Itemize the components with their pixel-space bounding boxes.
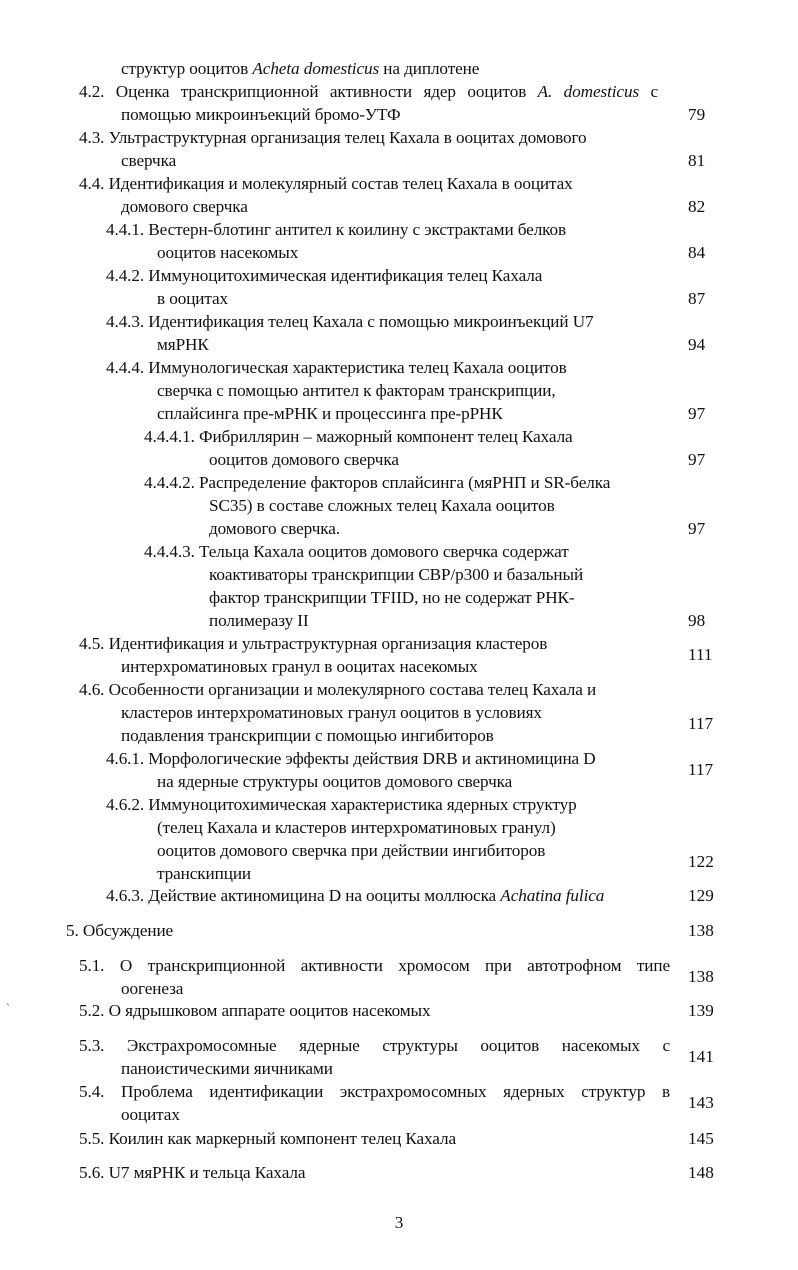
- toc-entry-line: 4.4.3. Идентификация телец Кахала с помощью микроинъекций U7: [106, 312, 594, 331]
- toc-entry-line: 5.2. О ядрышковом аппарате ооцитов насекомых: [79, 1001, 431, 1020]
- toc-page-number: 129: [688, 886, 714, 905]
- toc-entry-line: сплайсинга пре-мРНК и процессинга пре-рРНК: [157, 404, 503, 423]
- toc-entry-line: 5.4. Проблема идентификации экстрахромосомных ядерных структур в: [79, 1082, 670, 1101]
- toc-entry-line: 4.6.2. Иммуноцитохимическая характеристика ядерных структур: [106, 795, 577, 814]
- toc-page-number: 97: [688, 450, 706, 469]
- toc-page-number: 145: [688, 1129, 714, 1148]
- toc-entry-line: ооцитов домового сверчка при действии ингибиторов: [157, 841, 546, 860]
- toc-page-number: 97: [688, 519, 706, 538]
- toc-entry-line: коактиваторы транскрипции CBP/p300 и базальный: [209, 565, 584, 584]
- toc-entry-line: 4.4.2. Иммуноцитохимическая идентификация телец Кахала: [106, 266, 543, 285]
- toc-page-number: 117: [688, 760, 714, 779]
- toc-entry-line: 5. Обсуждение: [66, 921, 174, 940]
- toc-entry-line: помощью микроинъекций бромо-УТФ: [121, 105, 401, 124]
- toc-page-number: 111: [688, 645, 713, 664]
- toc-entry-line: 4.4.4. Иммунологическая характеристика телец Кахала ооцитов: [106, 358, 567, 377]
- toc-entry-line: 4.2. Оценка транскрипционной активности ядер ооцитов A. domesticus с: [79, 82, 658, 101]
- toc-page-number: 97: [688, 404, 706, 423]
- toc-entry-line: фактор транскрипции TFIID, но не содержат РНК-: [209, 588, 575, 607]
- toc-entry-line: сверчка с помощью антител к факторам транскрипции,: [157, 381, 556, 400]
- toc-page-number: 138: [688, 967, 714, 986]
- toc-entry-line: оогенеза: [121, 979, 184, 998]
- toc-entry-line: 5.6. U7 мяРНК и тельца Кахала: [79, 1163, 306, 1182]
- toc-entry-line: 4.4. Идентификация и молекулярный состав телец Кахала в ооцитах: [79, 174, 573, 193]
- toc-page-number: 79: [688, 105, 706, 124]
- toc-entry-line: кластеров интерхроматиновых гранул ооцитов в условиях: [121, 703, 542, 722]
- toc-entry-line: 5.1. О транскрипционной активности хромосом при автотрофном типе: [79, 956, 670, 975]
- toc-entry-line: транскипции: [157, 864, 252, 883]
- toc-entry-line: 4.4.4.1. Фибриллярин – мажорный компонент телец Кахала: [144, 427, 573, 446]
- toc-entry-line: мяРНК: [157, 335, 209, 354]
- toc-entry-line: в ооцитах: [157, 289, 229, 308]
- toc-page-number: 81: [688, 151, 706, 170]
- toc-page-number: 87: [688, 289, 706, 308]
- toc-entry-line: (телец Кахала и кластеров интерхроматиновых гранул): [157, 818, 556, 837]
- toc-entry-line: ооцитов насекомых: [157, 243, 299, 262]
- scan-speck: ˎ: [6, 992, 10, 1006]
- toc-page-number: 94: [688, 335, 706, 354]
- page-number: 3: [394, 1213, 404, 1232]
- toc-entry-line: 5.5. Коилин как маркерный компонент телец Кахала: [79, 1129, 456, 1148]
- toc-entry-line: структур ооцитов Acheta domesticus на диплотене: [121, 59, 480, 78]
- toc-page-number: 143: [688, 1093, 714, 1112]
- toc-entry-line: 4.5. Идентификация и ультраструктурная организация кластеров: [79, 634, 548, 653]
- toc-page-number: 98: [688, 611, 706, 630]
- toc-page-number: 139: [688, 1001, 714, 1020]
- toc-entry-line: 4.6.3. Действие актиномицина D на ооциты моллюска Achatina fulica: [106, 886, 605, 905]
- toc-entry-line: интерхроматиновых гранул в ооцитах насекомых: [121, 657, 478, 676]
- toc-entry-line: на ядерные структуры ооцитов домового сверчка: [157, 772, 513, 791]
- toc-entry-line: 4.4.4.2. Распределение факторов сплайсинга (мяРНП и SR-белка: [144, 473, 611, 492]
- toc-page-number: 141: [688, 1047, 714, 1066]
- toc-entry-line: 4.3. Ультраструктурная организация телец Кахала в ооцитах домового: [79, 128, 587, 147]
- toc-entry-line: SC35) в составе сложных телец Кахала ооцитов: [209, 496, 555, 515]
- toc-page-number: 84: [688, 243, 706, 262]
- toc-entry-line: домового сверчка.: [209, 519, 340, 538]
- toc-entry-line: ооцитах: [121, 1105, 180, 1124]
- toc-entry-line: 4.4.1. Вестерн-блотинг антител к коилину с экстрактами белков: [106, 220, 567, 239]
- toc-entry-line: домового сверчка: [121, 197, 248, 216]
- toc-page-number: 148: [688, 1163, 714, 1182]
- toc-entry-line: 4.6.1. Морфологические эффекты действия DRB и актиномицина D: [106, 749, 596, 768]
- toc-entry-line: паноистическими яичниками: [121, 1059, 333, 1078]
- toc-page-number: 82: [688, 197, 706, 216]
- toc-entry-line: полимеразу II: [209, 611, 309, 630]
- toc-entry-line: 5.3. Экстрахромосомные ядерные структуры ооцитов насекомых с: [79, 1036, 670, 1055]
- toc-page-number: 138: [688, 921, 714, 940]
- toc-entry-line: 4.6. Особенности организации и молекулярного состава телец Кахала и: [79, 680, 597, 699]
- toc-page-number: 117: [688, 714, 714, 733]
- toc-entry-line: сверчка: [121, 151, 177, 170]
- toc-entry-line: ооцитов домового сверчка: [209, 450, 399, 469]
- toc-entry-line: 4.4.4.3. Тельца Кахала ооцитов домового сверчка содержат: [144, 542, 569, 561]
- toc-entry-line: подавления транскрипции с помощью ингибиторов: [121, 726, 494, 745]
- toc-page-number: 122: [688, 852, 714, 871]
